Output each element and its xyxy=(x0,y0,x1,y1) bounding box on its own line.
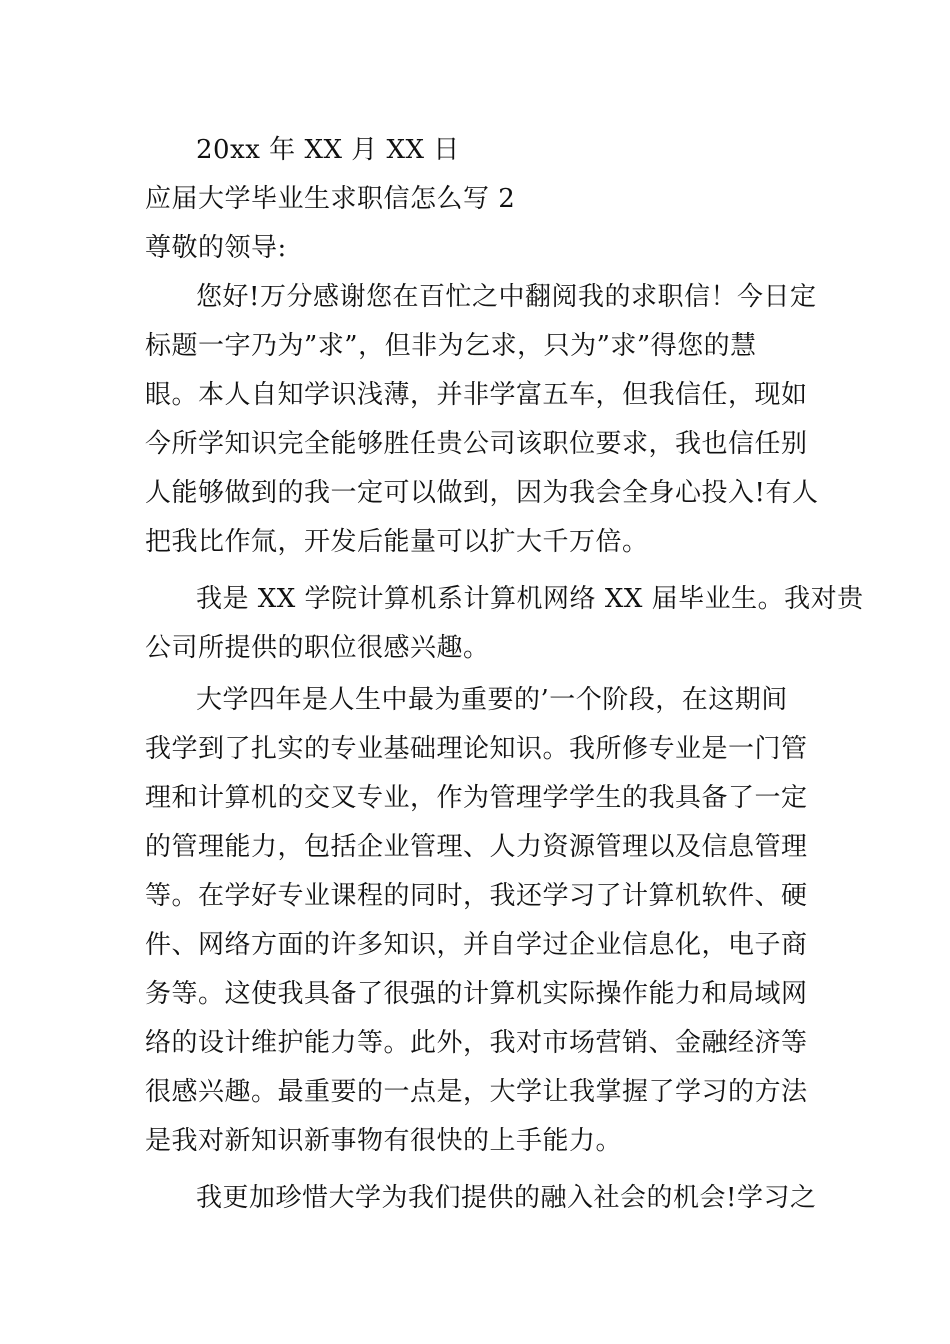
paragraph-line: 等。在学好专业课程的同时，我还学习了计算机软件、硬 xyxy=(145,881,808,911)
paragraph-line: 您好!万分感谢您在百忙之中翻阅我的求职信！今日定 xyxy=(196,282,817,312)
paragraph-line: 络的设计维护能力等。此外，我对市场营销、金融经济等 xyxy=(145,1028,808,1058)
date-line: 20xx 年 XX 月 XX 日 xyxy=(196,135,460,165)
paragraph-line: 我学到了扎实的专业基础理论知识。我所修专业是一门管 xyxy=(145,734,808,764)
paragraph-line: 公司所提供的职位很感兴趣。 xyxy=(145,633,490,663)
paragraph-line: 我是 XX 学院计算机系计算机网络 XX 届毕业生。我对贵 xyxy=(196,584,864,614)
paragraph-line: 理和计算机的交叉专业，作为管理学学生的我具备了一定 xyxy=(145,783,808,813)
paragraph-line: 很感兴趣。最重要的一点是，大学让我掌握了学习的方法 xyxy=(145,1077,808,1107)
paragraph-line: 务等。这使我具备了很强的计算机实际操作能力和局域网 xyxy=(145,979,808,1009)
paragraph-line: 把我比作氚，开发后能量可以扩大千万倍。 xyxy=(145,527,649,557)
paragraph-line: 大学四年是人生中最为重要的’一个阶段，在这期间 xyxy=(196,685,788,715)
paragraph-line: 的管理能力，包括企业管理、人力资源管理以及信息管理 xyxy=(145,832,808,862)
paragraph-line: 今所学知识完全能够胜任贵公司该职位要求，我也信任别 xyxy=(145,429,808,459)
paragraph-line: 是我对新知识新事物有很快的上手能力。 xyxy=(145,1126,623,1156)
paragraph-line: 标题一字乃为”求”，但非为乞求，只为”求”得您的慧 xyxy=(145,331,757,361)
paragraph-line: 我更加珍惜大学为我们提供的融入社会的机会!学习之 xyxy=(196,1183,817,1213)
paragraph-line: 人能够做到的我一定可以做到，因为我会全身心投入!有人 xyxy=(145,478,819,508)
paragraph-line: 件、网络方面的许多知识，并自学过企业信息化，电子商 xyxy=(145,930,808,960)
document-title: 应届大学毕业生求职信怎么写 2 xyxy=(145,184,516,214)
salutation: 尊敬的领导: xyxy=(145,233,287,263)
paragraph-line: 眼。本人自知学识浅薄，并非学富五车，但我信任，现如 xyxy=(145,380,808,410)
